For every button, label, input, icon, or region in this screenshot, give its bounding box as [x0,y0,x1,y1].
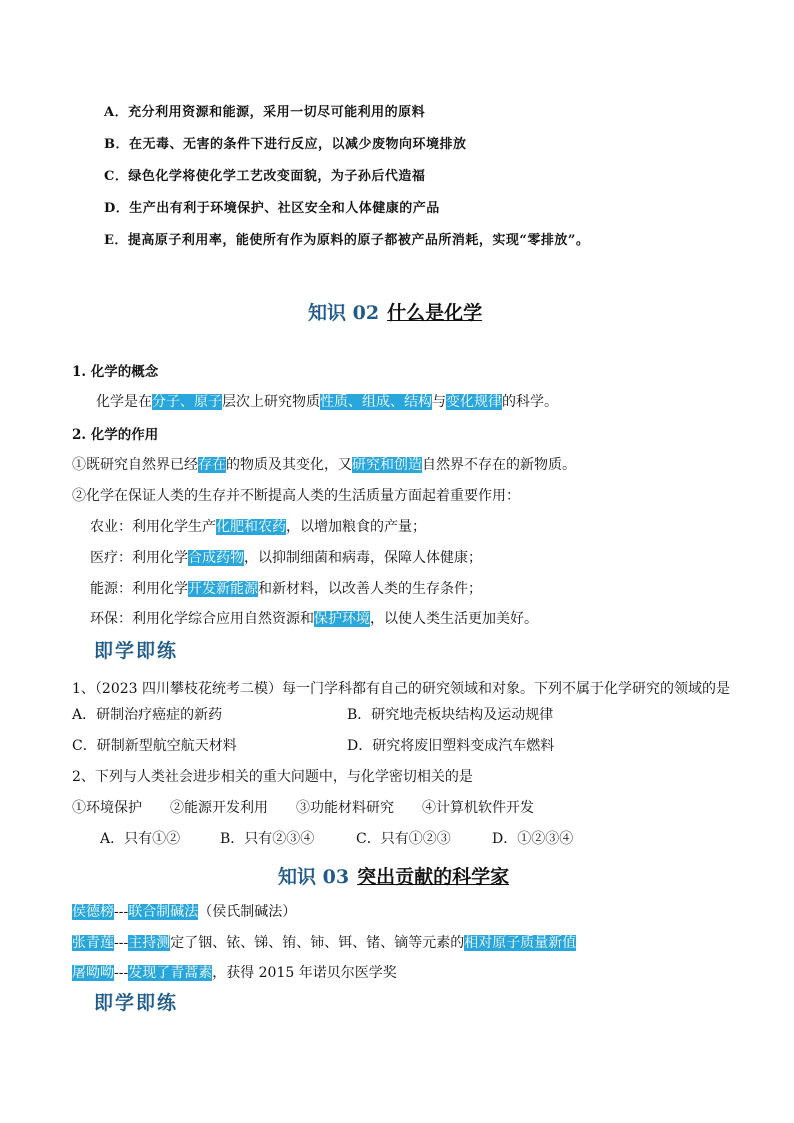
text-span: （侯氏制碱法） [198,904,297,920]
q1-option-c: C．研制新型航空航天材料 [72,738,237,754]
text-span: 化学是在 [96,394,152,410]
option-a: A．充分利用资源和能源，采用一切尽可能利用的原料 [104,105,426,120]
section-02-title [308,298,482,325]
section-03-title [278,862,509,889]
role-medicine [90,547,482,567]
practice-label: 即学即练 [94,992,179,1014]
text-span: 和新材料，以改善人类的生存条件； [258,581,482,597]
highlight-term: 性质、组成、结构 [320,394,432,410]
highlight-term: 屠呦呦 [72,965,114,981]
scientist-hou [72,901,296,921]
highlight-term: 主持测 [128,935,171,951]
text-span: 层次上研究物质 [222,394,320,410]
text-span: 与 [432,394,446,410]
text-span: --- [114,935,129,951]
role-line-2: ②化学在保证人类的生存并不断提高人类的生活质量方面起着重要作用： [72,488,520,504]
highlight-term: 张青莲 [72,935,114,951]
q2-item-1: ①环境保护 [72,800,142,816]
section-heading: 突出贡献的科学家 [357,866,510,888]
highlight-term: 化肥和农药 [216,519,286,535]
highlight-term: 开发新能源 [188,581,258,597]
scientist-tu [72,962,397,982]
option-d: D．生产出有利于环境保护、社区安全和人体健康的产品 [104,201,440,216]
text-span: 的物质及其变化，又 [226,457,352,473]
text-span: 定了铟、铱、锑、铕、铈、铒、锗、镝等元素的 [170,935,465,951]
q2-item-3: ③功能材料研究 [296,800,394,816]
text-span: 环保：利用化学综合应用自然资源和 [90,611,314,627]
q2-item-2: ②能源开发利用 [170,800,268,816]
q2-stem: 2、下列与人类社会进步相关的重大问题中，与化学密切相关的是 [72,769,473,785]
highlight-term: 相对原子质量新值 [464,935,577,951]
scientist-zhang [72,932,576,952]
highlight-term: 存在 [198,457,226,473]
role-agriculture [90,516,426,536]
section-heading: 什么是化学 [387,302,483,324]
text-span: ，获得 2015 年诺贝尔医学奖 [212,965,397,981]
q1-stem: 1、（2023 四川攀枝花统考二模）每一门学科都有自己的研究领域和对象。下列不属于化学研究的领域的是 [72,681,730,697]
concept-text [96,391,558,411]
text-span: 医疗：利用化学 [90,550,188,566]
text-span: 农业：利用化学生产 [90,519,216,535]
text-span: 的科学。 [502,394,558,410]
q2-option-c: C．只有①②③ [356,831,451,847]
q2-item-4: ④计算机软件开发 [422,800,534,816]
q1-option-b: B．研究地壳板块结构及运动规律 [347,707,554,723]
highlight-term: 分子、原子 [152,394,222,410]
highlight-term: 研究和创造 [352,457,422,473]
highlight-term: 变化规律 [446,394,502,410]
option-c: C．绿色化学将使化学工艺改变面貌，为子孙后代造福 [104,169,426,184]
role-environment [90,608,538,628]
q2-option-b: B．只有②③④ [220,831,315,847]
role-energy [90,578,482,598]
text-span: ，以增加粮食的产量； [286,519,426,535]
q2-option-a: A．只有①② [100,831,181,847]
section-label: 知识 02 [308,302,380,324]
highlight-term: 发现了青蒿素 [128,965,213,981]
highlight-term: 侯德榜 [72,904,114,920]
text-span: ，以使人类生活更加美好。 [370,611,538,627]
text-span: 能源：利用化学 [90,581,188,597]
text-span: ，以抑制细菌和病毒，保障人体健康； [244,550,482,566]
option-e: E．提高原子利用率，能使所有作为原料的原子都被产品所消耗，实现“零排放”。 [104,233,590,248]
practice-label: 即学即练 [94,640,179,662]
text-span: 自然界不存在的新物质。 [422,457,576,473]
highlight-term: 保护环境 [314,611,370,627]
text-span: --- [114,965,129,981]
section-label: 知识 03 [278,866,350,888]
q1-option-a: A．研制治疗癌症的新药 [72,707,223,723]
highlight-term: 联合制碱法 [128,904,199,920]
highlight-term: 合成药物 [188,550,244,566]
role-heading: 2. 化学的作用 [72,427,159,443]
q1-option-d: D．研究将废旧塑料变成汽车燃料 [347,738,555,754]
role-line-1 [72,454,576,474]
text-span: --- [114,904,129,920]
concept-heading: 1. 化学的概念 [72,364,159,380]
q2-option-d: D．①②③④ [492,831,574,847]
text-span: ①既研究自然界已经 [72,457,198,473]
option-b: B．在无毒、无害的条件下进行反应，以减少废物向环境排放 [104,137,467,152]
